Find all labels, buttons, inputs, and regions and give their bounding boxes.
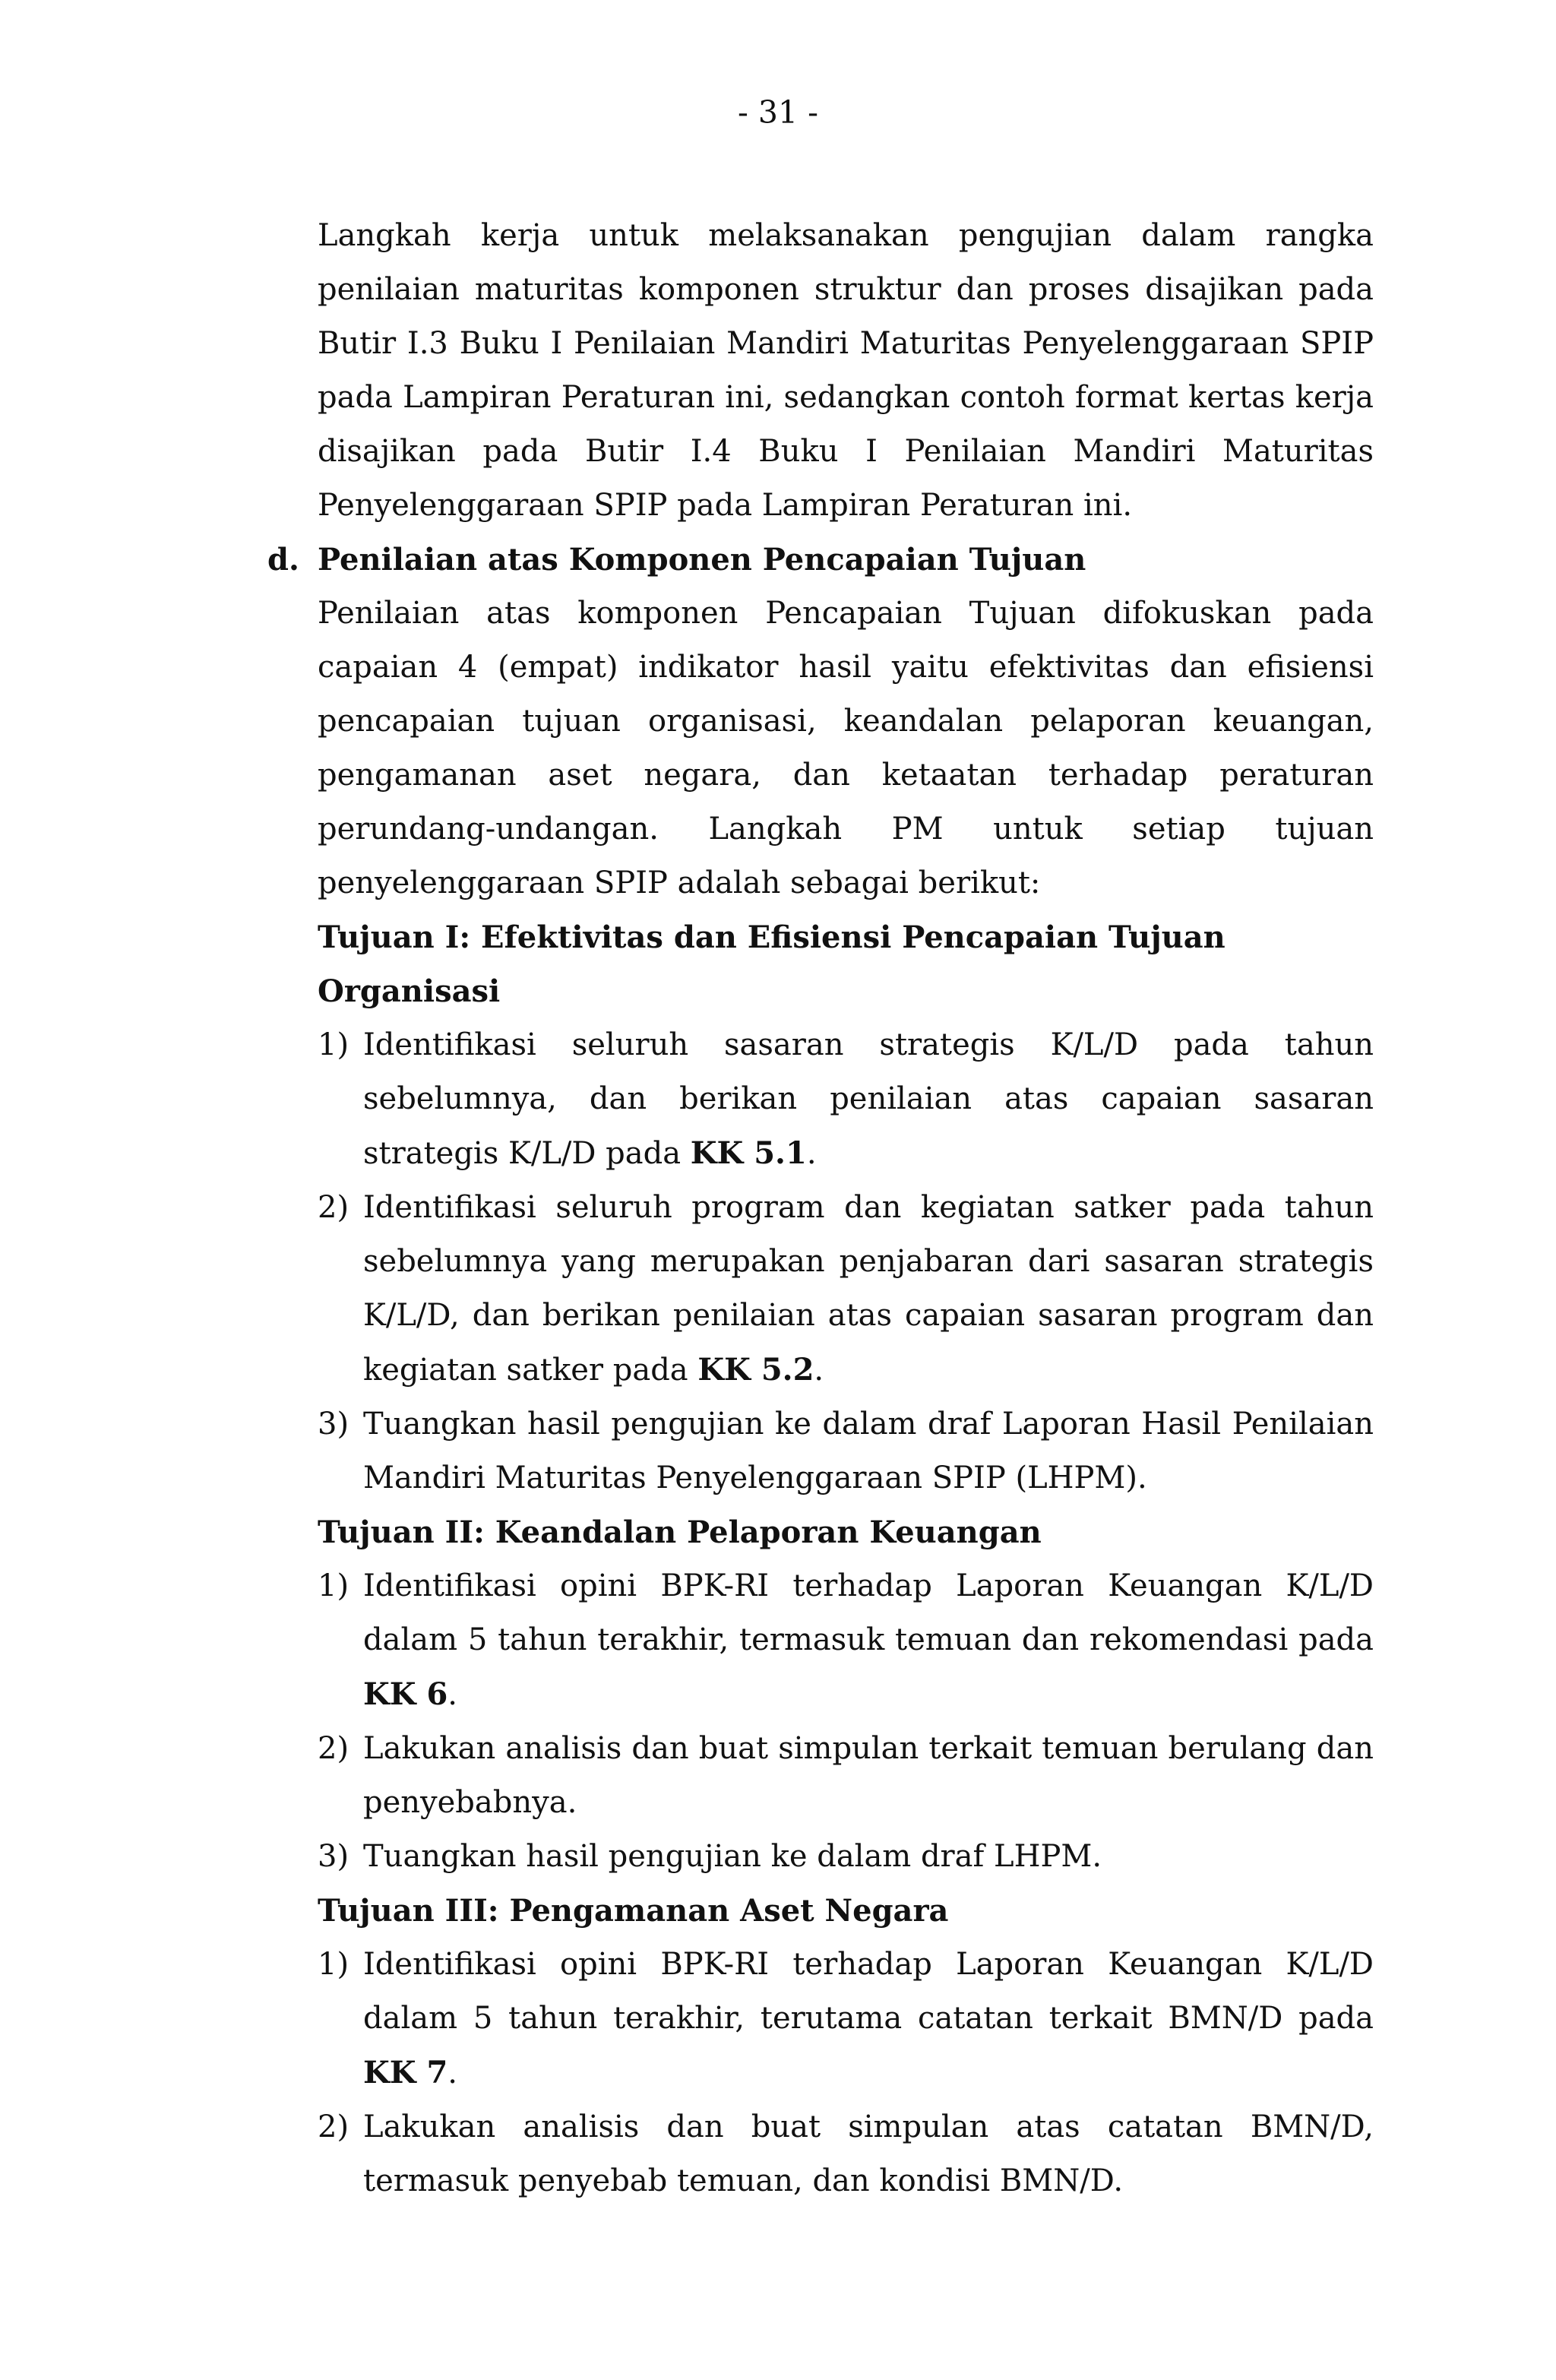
intro-paragraph: Langkah kerja untuk melaksanakan pengujian dalam rangka penilaian maturitas komponen struktur dan proses disajikan pada Butir I.3 Buku I Penilaian Mandiri Maturitas Penyelenggaraan SPIP pada Lampiran Peraturan ini, sedangkan contoh format kertas kerja disajikan pada Butir I.4 Buku I Penilaian Mandiri Maturitas Penyelenggaraan SPIP pada Lampiran Peraturan ini. bbox=[318, 218, 1374, 523]
item-number: 1) bbox=[318, 1568, 349, 1603]
item-number: 2) bbox=[318, 2109, 349, 2144]
page-number: - 31 - bbox=[738, 94, 818, 131]
tujuan-3-heading: Tujuan III: Pengamanan Aset Negara bbox=[318, 1893, 949, 1929]
item-number: 1) bbox=[318, 1947, 349, 1982]
list-item bbox=[318, 1722, 1374, 1830]
item-text: Lakukan analisis dan buat simpulan atas catatan BMN/D, termasuk penyebab temuan, dan kondisi BMN/D. bbox=[363, 2109, 1374, 2198]
item-number: 3) bbox=[318, 1407, 349, 1442]
section-letter: d. bbox=[267, 542, 299, 578]
list-item bbox=[318, 1938, 1374, 2100]
item-number: 3) bbox=[318, 1839, 349, 1874]
section-d bbox=[267, 533, 1374, 910]
item-tail: . bbox=[806, 1136, 817, 1171]
item-ref: KK 5.2 bbox=[697, 1352, 814, 1388]
page-content bbox=[267, 209, 1374, 2208]
tujuan-2-heading: Tujuan II: Keandalan Pelaporan Keuangan bbox=[318, 1514, 1042, 1550]
section-paragraph: Penilaian atas komponen Pencapaian Tujuan difokuskan pada capaian 4 (empat) indikator hasil yaitu efektivitas dan efisiensi pencapaian tujuan organisasi, keandalan pelaporan keuangan, pengamanan aset negara, dan ketaatan terhadap peraturan perundang-undangan. Langkah PM untuk setiap tujuan penyelenggaraan SPIP adalah sebagai berikut: bbox=[318, 596, 1374, 900]
item-text: Identifikasi opini BPK-RI terhadap Laporan Keuangan K/L/D dalam 5 tahun terakhir, termasuk temuan dan rekomendasi pada bbox=[363, 1568, 1374, 1657]
list-item bbox=[318, 2100, 1374, 2208]
list-item bbox=[318, 1397, 1374, 1505]
item-text: Identifikasi seluruh sasaran strategis K/L/D pada tahun sebelumnya, dan berikan penilaian atas capaian sasaran strategis K/L/D pada bbox=[363, 1027, 1374, 1171]
list-item bbox=[318, 1830, 1374, 1884]
item-text: Lakukan analisis dan buat simpulan terkait temuan berulang dan penyebabnya. bbox=[363, 1731, 1374, 1820]
item-tail: . bbox=[448, 2056, 458, 2090]
list-item bbox=[318, 1018, 1374, 1181]
section-title: Penilaian atas Komponen Pencapaian Tujuan bbox=[318, 542, 1086, 578]
item-number: 2) bbox=[318, 1190, 349, 1225]
list-item bbox=[318, 1181, 1374, 1397]
item-number: 2) bbox=[318, 1731, 349, 1766]
item-number: 1) bbox=[318, 1027, 349, 1062]
tujuan-1-list bbox=[318, 1018, 1374, 1505]
item-ref: KK 6 bbox=[363, 1676, 448, 1712]
tujuan-1-heading: Tujuan I: Efektivitas dan Efisiensi Pencapaian Tujuan Organisasi bbox=[318, 919, 1226, 1009]
item-text: Identifikasi seluruh program dan kegiatan satker pada tahun sebelumnya yang merupakan penjabaran dari sasaran strategis K/L/D, dan berikan penilaian atas capaian sasaran program dan kegiatan satker pada bbox=[363, 1190, 1374, 1388]
item-text: Identifikasi opini BPK-RI terhadap Laporan Keuangan K/L/D dalam 5 tahun terakhir, terutama catatan terkait BMN/D pada bbox=[363, 1947, 1374, 2036]
item-tail: . bbox=[448, 1677, 458, 1712]
item-text: Tuangkan hasil pengujian ke dalam draf Laporan Hasil Penilaian Mandiri Maturitas Penyelenggaraan SPIP (LHPM). bbox=[363, 1407, 1374, 1495]
tujuan-3-list bbox=[318, 1938, 1374, 2208]
item-ref: KK 7 bbox=[363, 2055, 448, 2090]
item-text: Tuangkan hasil pengujian ke dalam draf LHPM. bbox=[363, 1839, 1102, 1874]
list-item bbox=[318, 1559, 1374, 1722]
item-tail: . bbox=[814, 1353, 824, 1388]
item-ref: KK 5.1 bbox=[690, 1135, 807, 1171]
tujuan-2-list bbox=[318, 1559, 1374, 1884]
